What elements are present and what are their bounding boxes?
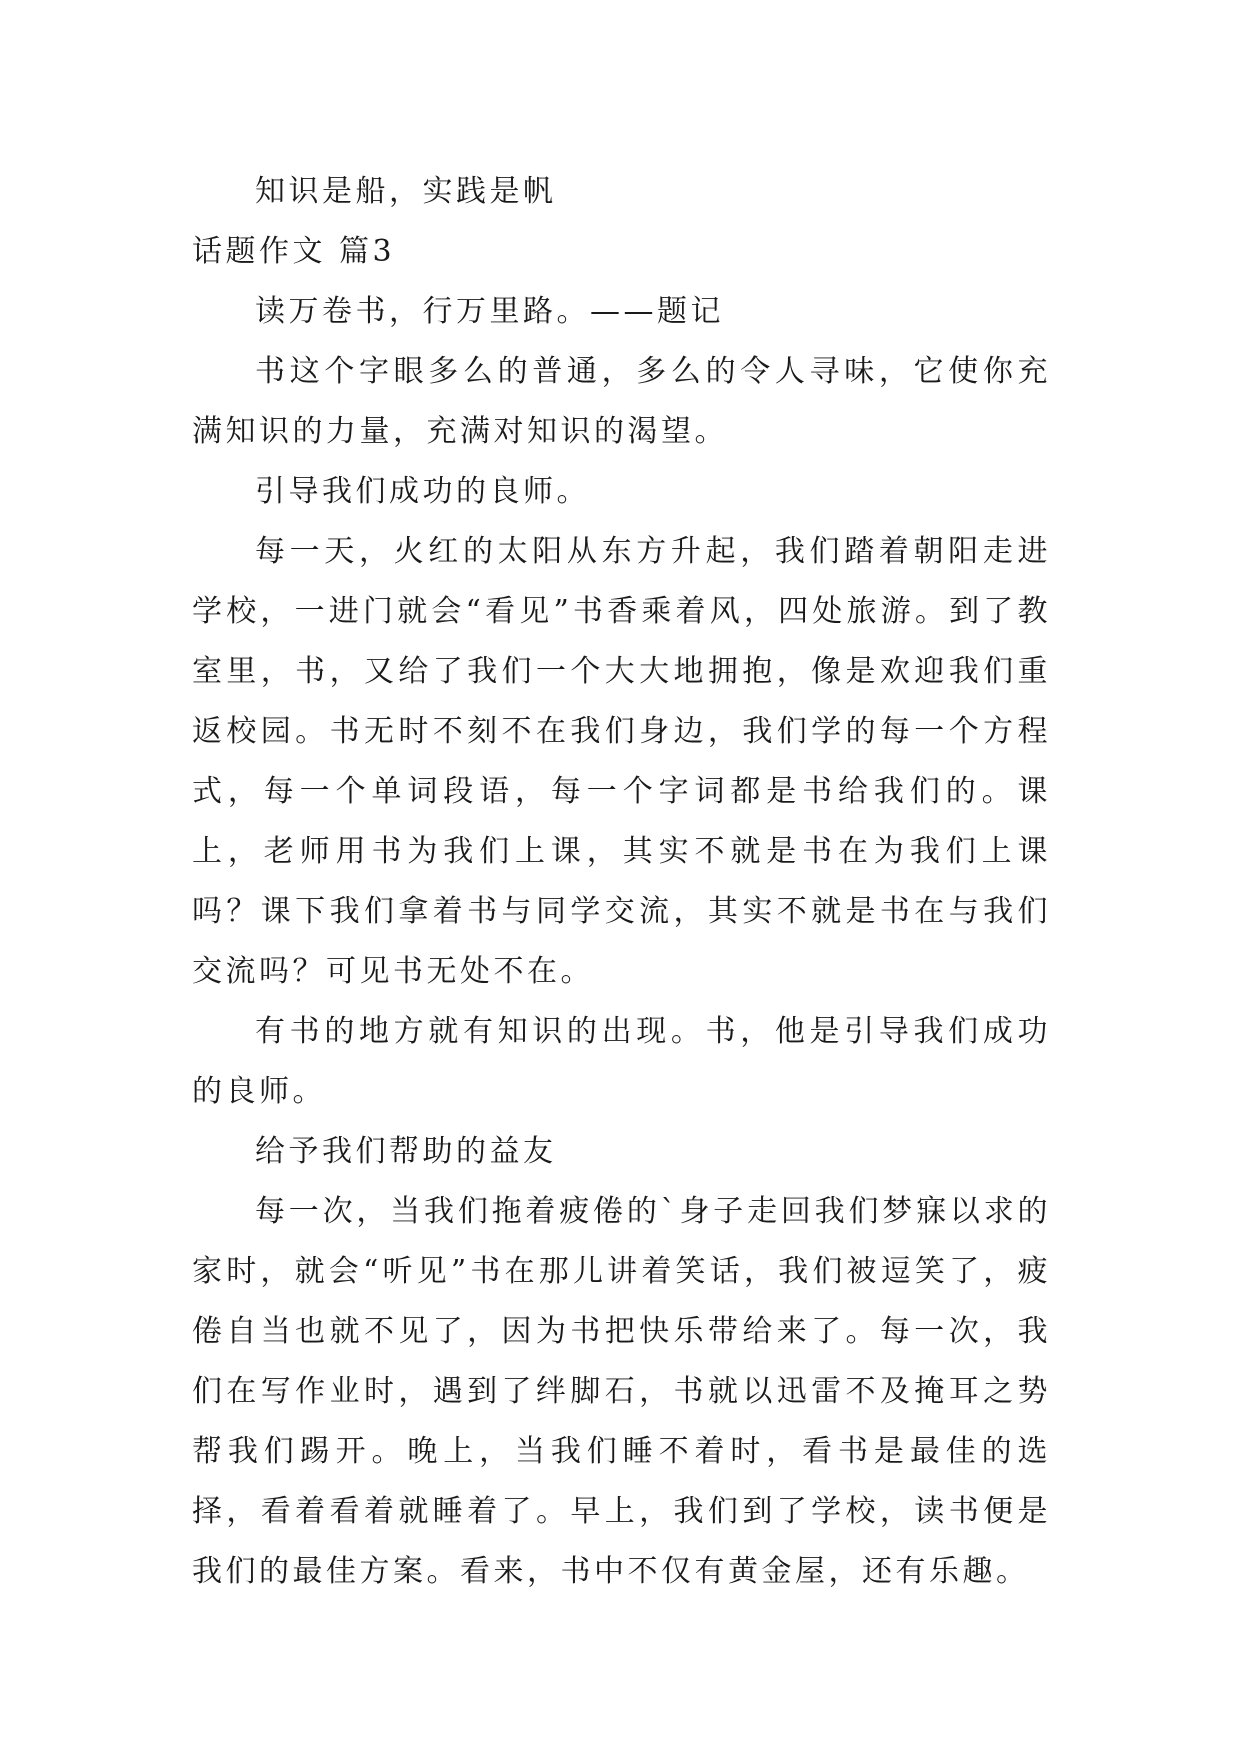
paragraph-epigraph: 读万卷书，行万里路。——题记 — [255, 294, 724, 329]
paragraph-ship-sail: 知识是船，实践是帆 — [255, 174, 557, 209]
paragraph-every-day: 每一天，火红的太阳从东方升起，我们踏着朝阳走进学校，一进门就会“看见”书香乘着风，四处旅游。到了教室里，书，又给了我们一个大大地拥抱，像是欢迎我们重返校园。书无时不刻不在我们身边，我们学的每一个方程式，每一个单词段语，每一个字词都是书给我们的。课上，老师用书为我们上课，其实不就是书在为我们上课吗？课下我们拿着书与同学交流，其实不就是书在与我们交流吗？可见书无处不在。 — [192, 534, 1051, 989]
paragraph-intro: 书这个字眼多么的普通，多么的令人寻味，它使你充满知识的力量，充满对知识的渴望。 — [192, 354, 1051, 449]
paragraph-subtitle-teacher: 引导我们成功的良师。 — [255, 474, 590, 509]
paragraph-subtitle-friend: 给予我们帮助的益友 — [255, 1134, 557, 1169]
paragraph-knowledge: 有书的地方就有知识的出现。书，他是引导我们成功的良师。 — [192, 1014, 1051, 1109]
section-heading: 话题作文 篇3 — [192, 234, 396, 269]
paragraph-every-time: 每一次，当我们拖着疲倦的`身子走回我们梦寐以求的家时，就会“听见”书在那儿讲着笑话，我们被逗笑了，疲倦自当也就不见了，因为书把快乐带给来了。每一次，我们在写作业时，遇到了绊脚石，书就以迅雷不及掩耳之势帮我们踢开。晚上，当我们睡不着时，看书是最佳的选择，看着看着就睡着了。早上，我们到了学校，读书便是我们的最佳方案。看来，书中不仅有黄金屋，还有乐趣。 — [192, 1194, 1051, 1589]
